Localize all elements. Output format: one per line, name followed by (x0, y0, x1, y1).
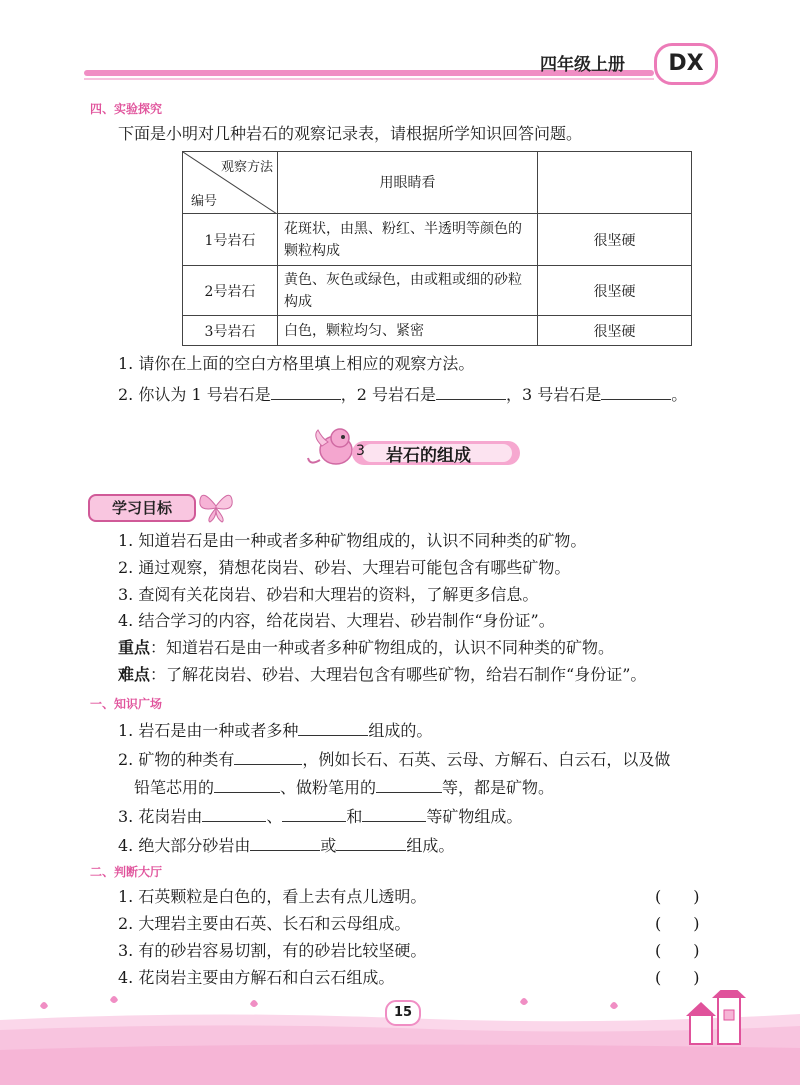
section4-q2 (118, 383, 687, 405)
diag-bottom-label: 编号 (191, 194, 218, 209)
table-row (183, 266, 692, 316)
judge-item: 1. 石英颗粒是白色的，看上去有点儿透明。 (118, 887, 427, 906)
section1-q3 (118, 805, 522, 827)
lesson-number: 3 (356, 443, 365, 459)
header-bar-underline (84, 78, 654, 80)
table-row (183, 214, 692, 266)
section4-heading: 四、实验探究 (90, 102, 163, 116)
grade-label: 四年级上册 (540, 55, 625, 75)
difficult-point-label: 难点 (118, 665, 151, 684)
judge-answer-paren[interactable]: ( ) (655, 968, 700, 987)
answer-blank[interactable] (214, 776, 280, 793)
rock-desc: 花斑状，由黑、粉红、半透明等颜色的颗粒构成 (278, 214, 538, 266)
q4-text-a: 4. 绝大部分砂岩由 (118, 836, 251, 855)
section1-q1 (118, 719, 432, 741)
q1-text-a: 1. 岩石是由一种或者多种 (118, 721, 299, 740)
section2-heading: 二、判断大厅 (90, 865, 163, 879)
observation-table (182, 151, 692, 346)
rock-desc: 黄色、灰色或绿色，由或粗或细的砂粒构成 (278, 266, 538, 316)
q2-text-d: 、做粉笔用的 (280, 778, 377, 797)
q2-text-b: ，例如长石、石英、云母、方解石、白云石，以及做 (302, 750, 671, 769)
butterfly-icon (196, 486, 236, 524)
goal-item: 1. 知道岩石是由一种或者多种矿物组成的，认识不同种类的矿物。 (118, 531, 587, 550)
q3-text-d: 等矿物组成。 (426, 807, 523, 826)
diagonal-header-cell (183, 152, 278, 214)
lesson-title: 岩石的组成 (386, 446, 471, 466)
rock-desc: 白色，颗粒均匀、紧密 (278, 316, 538, 346)
rock-extra: 很坚硬 (538, 266, 692, 316)
section1-heading: 一、知识广场 (90, 697, 163, 711)
diag-top-label: 观察方法 (220, 160, 273, 175)
answer-blank[interactable] (202, 805, 266, 822)
q2-text-a: 2. 你认为 1 号岩石是 (118, 385, 271, 404)
col-header-eye: 用眼睛看 (278, 152, 538, 214)
answer-blank[interactable] (376, 776, 442, 793)
judge-item: 2. 大理岩主要由石英、长石和云母组成。 (118, 914, 411, 933)
goal-item: 4. 结合学习的内容，给花岗岩、大理岩、砂岩制作“身份证”。 (118, 611, 555, 630)
q4-text-b: 或 (320, 836, 337, 855)
judge-item: 3. 有的砂岩容易切割，有的砂岩比较坚硬。 (118, 941, 427, 960)
answer-blank[interactable] (601, 383, 671, 400)
section1-q4 (118, 834, 454, 856)
answer-blank[interactable] (362, 805, 426, 822)
q3-text-b: 、 (266, 807, 283, 826)
goal-item: 3. 查阅有关花岗岩、砂岩和大理岩的资料，了解更多信息。 (118, 585, 539, 604)
rock-extra: 很坚硬 (538, 316, 692, 346)
section4-q1: 1. 请你在上面的空白方格里填上相应的观察方法。 (118, 354, 475, 373)
q3-text-a: 3. 花岗岩由 (118, 807, 203, 826)
section1-q2-line1 (118, 748, 670, 770)
judge-item: 4. 花岗岩主要由方解石和白云石组成。 (118, 968, 395, 987)
q1-text-b: 组成的。 (368, 721, 433, 740)
judge-answer-paren[interactable]: ( ) (655, 941, 700, 960)
page-number: 15 (385, 1000, 421, 1026)
answer-blank[interactable] (234, 748, 302, 765)
answer-blank[interactable] (298, 719, 368, 736)
q2-text-e: 等，都是矿物。 (442, 778, 555, 797)
goal-item: 2. 通过观察，猜想花岗岩、砂岩、大理岩可能包含有哪些矿物。 (118, 558, 571, 577)
table-row (183, 316, 692, 346)
q2-text-b: ，2 号岩石是 (340, 385, 436, 404)
difficult-point (118, 665, 646, 685)
rock-id: 2号岩石 (183, 266, 278, 316)
answer-blank[interactable] (282, 805, 346, 822)
difficult-point-text: ：了解花岗岩、砂岩、大理岩包含有哪些矿物，给岩石制作“身份证”。 (150, 665, 647, 684)
answer-blank[interactable] (271, 383, 341, 400)
col-header-blank[interactable] (538, 152, 692, 214)
judge-answer-paren[interactable]: ( ) (655, 914, 700, 933)
answer-blank[interactable] (436, 383, 506, 400)
rock-id: 3号岩石 (183, 316, 278, 346)
q2-text-a: 2. 矿物的种类有 (118, 750, 235, 769)
section4-intro: 下面是小明对几种岩石的观察记录表，请根据所学知识回答问题。 (118, 124, 583, 143)
answer-blank[interactable] (336, 834, 406, 851)
key-point-text: ：知道岩石是由一种或者多种矿物组成的，认识不同种类的矿物。 (150, 638, 615, 657)
q2-text-c: 铅笔芯用的 (134, 778, 215, 797)
section1-q2-line2 (134, 776, 554, 798)
rock-id: 1号岩石 (183, 214, 278, 266)
answer-blank[interactable] (250, 834, 320, 851)
q2-text-d: 。 (671, 385, 688, 404)
rock-extra: 很坚硬 (538, 214, 692, 266)
q2-text-c: ，3 号岩石是 (506, 385, 602, 404)
dx-logo: DX (654, 43, 718, 85)
q3-text-c: 和 (346, 807, 363, 826)
key-point-label: 重点 (118, 638, 151, 657)
key-point (118, 638, 614, 658)
judge-answer-paren[interactable]: ( ) (655, 887, 700, 906)
q4-text-c: 组成。 (406, 836, 455, 855)
learning-goals-badge: 学习目标 (88, 494, 196, 522)
